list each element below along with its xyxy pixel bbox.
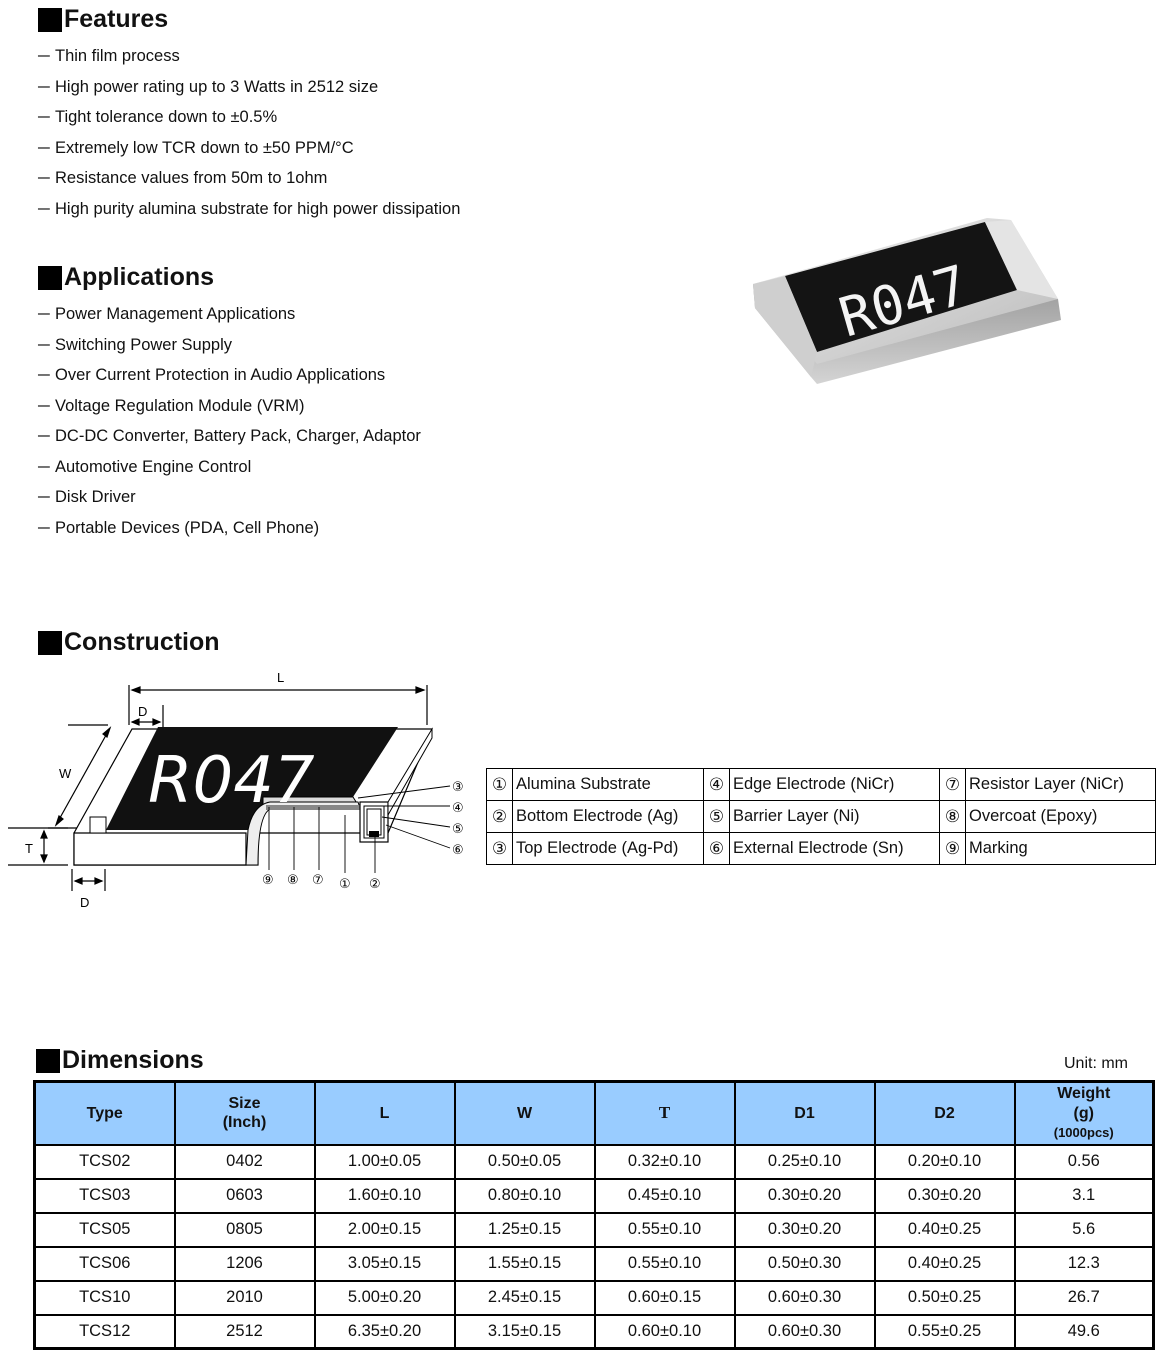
legend-number: ⑥ bbox=[704, 833, 730, 865]
table-cell: 0.45±0.10 bbox=[595, 1179, 735, 1213]
dim-label-D-top: D bbox=[138, 704, 148, 719]
dash-bullet: ─ bbox=[38, 457, 50, 476]
construction-title: Construction bbox=[64, 628, 220, 656]
dim-label-D-bottom: D bbox=[80, 895, 90, 910]
legend-label: Barrier Layer (Ni) bbox=[730, 801, 940, 833]
table-cell: 3.05±0.15 bbox=[315, 1247, 455, 1281]
callout-7: ⑦ bbox=[312, 873, 324, 888]
table-cell: 2512 bbox=[175, 1315, 315, 1349]
feature-item-text: Tight tolerance down to ±0.5% bbox=[55, 108, 278, 126]
header-size: Size (Inch) bbox=[175, 1082, 315, 1145]
header-W: W bbox=[455, 1082, 595, 1145]
table-cell: TCS10 bbox=[35, 1281, 175, 1315]
construction-diagram bbox=[8, 665, 478, 925]
dimensions-heading bbox=[36, 1048, 204, 1073]
legend-label: External Electrode (Sn) bbox=[730, 833, 940, 865]
applications-title: Applications bbox=[64, 263, 215, 291]
unit-label: Unit: mm bbox=[1064, 1055, 1128, 1072]
table-cell: 0.20±0.10 bbox=[875, 1145, 1015, 1179]
table-row bbox=[35, 1281, 1154, 1315]
dim-label-L: L bbox=[277, 670, 285, 685]
feature-item-text: Extremely low TCR down to ±50 PPM/°C bbox=[55, 138, 354, 157]
dash-bullet: ─ bbox=[38, 47, 50, 65]
dash-bullet: ─ bbox=[38, 305, 50, 323]
table-cell: TCS12 bbox=[35, 1315, 175, 1349]
feature-item bbox=[38, 41, 460, 72]
dash-bullet: ─ bbox=[38, 366, 50, 384]
feature-item-text: High power rating up to 3 Watts in 2512 size bbox=[55, 77, 379, 96]
legend-label: Top Electrode (Ag-Pd) bbox=[513, 833, 704, 865]
table-cell: 0.50±0.25 bbox=[875, 1281, 1015, 1315]
square-bullet-icon bbox=[38, 266, 62, 290]
table-cell: 1.55±0.15 bbox=[455, 1247, 595, 1281]
header-D1: D1 bbox=[735, 1082, 875, 1145]
application-item bbox=[38, 330, 421, 361]
feature-item-text: Thin film process bbox=[55, 47, 180, 65]
legend-number: ⑨ bbox=[940, 833, 966, 865]
dash-bullet: ─ bbox=[38, 396, 50, 415]
table-cell: 0.30±0.20 bbox=[875, 1179, 1015, 1213]
application-item bbox=[38, 299, 421, 330]
dimensions-table bbox=[33, 1080, 1155, 1350]
table-cell: TCS03 bbox=[35, 1179, 175, 1213]
callout-1: ① bbox=[339, 877, 351, 892]
features-title: Features bbox=[64, 5, 169, 33]
table-cell: 5.6 bbox=[1015, 1213, 1154, 1247]
table-row bbox=[35, 1247, 1154, 1281]
application-item-text: Voltage Regulation Module (VRM) bbox=[55, 396, 305, 415]
dash-bullet: ─ bbox=[38, 427, 50, 445]
dash-bullet: ─ bbox=[38, 169, 50, 187]
table-cell: 0.60±0.15 bbox=[595, 1281, 735, 1315]
table-row bbox=[35, 1213, 1154, 1247]
application-item bbox=[38, 513, 421, 544]
callout-6: ⑥ bbox=[452, 843, 464, 858]
dim-label-W: W bbox=[59, 766, 72, 781]
legend-label: Alumina Substrate bbox=[513, 769, 704, 801]
legend-label: Overcoat (Epoxy) bbox=[966, 801, 1156, 833]
table-cell: 1.60±0.10 bbox=[315, 1179, 455, 1213]
dimensions-title: Dimensions bbox=[62, 1046, 204, 1074]
table-cell: 0.80±0.10 bbox=[455, 1179, 595, 1213]
table-cell: 2.00±0.15 bbox=[315, 1213, 455, 1247]
construction-heading bbox=[38, 630, 220, 655]
application-item bbox=[38, 391, 421, 422]
dash-bullet: ─ bbox=[38, 199, 50, 218]
table-header-row bbox=[35, 1082, 1154, 1145]
legend-number: ⑦ bbox=[940, 769, 966, 801]
dash-bullet: ─ bbox=[38, 138, 50, 157]
header-L: L bbox=[315, 1082, 455, 1145]
resistor-chip-photo bbox=[745, 212, 1070, 392]
application-item bbox=[38, 421, 421, 452]
feature-item bbox=[38, 194, 460, 225]
features-list bbox=[38, 41, 460, 224]
application-item-text: Disk Driver bbox=[55, 488, 136, 506]
dim-label-T: T bbox=[25, 841, 33, 856]
legend-number: ② bbox=[487, 801, 513, 833]
table-cell: TCS06 bbox=[35, 1247, 175, 1281]
table-cell: 0.60±0.30 bbox=[735, 1315, 875, 1349]
applications-list bbox=[38, 299, 421, 543]
application-item bbox=[38, 482, 421, 513]
features-heading bbox=[38, 7, 168, 32]
application-item-text: Power Management Applications bbox=[55, 305, 296, 323]
callout-3: ③ bbox=[452, 780, 464, 795]
table-cell: 0.30±0.20 bbox=[735, 1179, 875, 1213]
legend-label: Bottom Electrode (Ag) bbox=[513, 801, 704, 833]
header-type: Type bbox=[35, 1082, 175, 1145]
table-cell: 0.25±0.10 bbox=[735, 1145, 875, 1179]
table-cell: 0.55±0.10 bbox=[595, 1247, 735, 1281]
legend-row bbox=[487, 769, 1156, 801]
legend-label: Resistor Layer (NiCr) bbox=[966, 769, 1156, 801]
table-cell: 0.50±0.30 bbox=[735, 1247, 875, 1281]
legend-number: ④ bbox=[704, 769, 730, 801]
table-cell: 1206 bbox=[175, 1247, 315, 1281]
legend-row bbox=[487, 833, 1156, 865]
feature-item bbox=[38, 102, 460, 133]
table-cell: 0.55±0.10 bbox=[595, 1213, 735, 1247]
callout-4: ④ bbox=[452, 801, 464, 816]
table-cell: 0.40±0.25 bbox=[875, 1213, 1015, 1247]
dash-bullet: ─ bbox=[38, 108, 50, 126]
dash-bullet: ─ bbox=[38, 77, 50, 96]
table-cell: 6.35±0.20 bbox=[315, 1315, 455, 1349]
legend-label: Marking bbox=[966, 833, 1156, 865]
table-cell: 2.45±0.15 bbox=[455, 1281, 595, 1315]
table-row bbox=[35, 1315, 1154, 1349]
table-cell: 0805 bbox=[175, 1213, 315, 1247]
table-cell: 12.3 bbox=[1015, 1247, 1154, 1281]
legend-number: ⑧ bbox=[940, 801, 966, 833]
legend-label: Edge Electrode (NiCr) bbox=[730, 769, 940, 801]
legend-number: ① bbox=[487, 769, 513, 801]
table-cell: 3.1 bbox=[1015, 1179, 1154, 1213]
header-T: T bbox=[595, 1082, 735, 1145]
table-cell: 0.60±0.30 bbox=[735, 1281, 875, 1315]
dash-bullet: ─ bbox=[38, 488, 50, 506]
table-cell: 0603 bbox=[175, 1179, 315, 1213]
application-item-text: Switching Power Supply bbox=[55, 335, 233, 354]
feature-item bbox=[38, 133, 460, 164]
dash-bullet: ─ bbox=[38, 335, 50, 354]
table-cell: 2010 bbox=[175, 1281, 315, 1315]
feature-item-text: High purity alumina substrate for high power dissipation bbox=[55, 199, 461, 218]
table-cell: 49.6 bbox=[1015, 1315, 1154, 1349]
legend-row bbox=[487, 801, 1156, 833]
photo-marking-text: R047 bbox=[832, 253, 975, 350]
table-cell: 0.30±0.20 bbox=[735, 1213, 875, 1247]
table-cell: 0.50±0.05 bbox=[455, 1145, 595, 1179]
table-row bbox=[35, 1145, 1154, 1179]
feature-item bbox=[38, 72, 460, 103]
table-cell: 5.00±0.20 bbox=[315, 1281, 455, 1315]
table-cell: 0.32±0.10 bbox=[595, 1145, 735, 1179]
table-cell: TCS05 bbox=[35, 1213, 175, 1247]
table-cell: 1.00±0.05 bbox=[315, 1145, 455, 1179]
table-cell: 0.60±0.10 bbox=[595, 1315, 735, 1349]
legend-number: ⑤ bbox=[704, 801, 730, 833]
header-D2: D2 bbox=[875, 1082, 1015, 1145]
callout-8: ⑧ bbox=[287, 873, 299, 888]
table-cell: 0402 bbox=[175, 1145, 315, 1179]
application-item-text: DC-DC Converter, Battery Pack, Charger, Adaptor bbox=[55, 427, 421, 445]
application-item-text: Automotive Engine Control bbox=[55, 457, 252, 476]
table-row bbox=[35, 1179, 1154, 1213]
table-cell: 1.25±0.15 bbox=[455, 1213, 595, 1247]
application-item-text: Portable Devices (PDA, Cell Phone) bbox=[55, 518, 320, 537]
application-item bbox=[38, 360, 421, 391]
table-cell: 0.55±0.25 bbox=[875, 1315, 1015, 1349]
square-bullet-icon bbox=[38, 631, 62, 655]
table-cell: 0.56 bbox=[1015, 1145, 1154, 1179]
table-cell: 26.7 bbox=[1015, 1281, 1154, 1315]
legend-number: ③ bbox=[487, 833, 513, 865]
table-cell: 0.40±0.25 bbox=[875, 1247, 1015, 1281]
callout-2: ② bbox=[369, 877, 381, 892]
callout-5: ⑤ bbox=[452, 822, 464, 837]
table-cell: TCS02 bbox=[35, 1145, 175, 1179]
square-bullet-icon bbox=[38, 8, 62, 32]
feature-item bbox=[38, 163, 460, 194]
diagram-marking-text: R047 bbox=[148, 744, 315, 818]
square-bullet-icon bbox=[36, 1049, 60, 1073]
dash-bullet: ─ bbox=[38, 518, 50, 537]
feature-item-text: Resistance values from 50m to 1ohm bbox=[55, 169, 328, 187]
callout-9: ⑨ bbox=[262, 873, 274, 888]
application-item bbox=[38, 452, 421, 483]
table-cell: 3.15±0.15 bbox=[455, 1315, 595, 1349]
applications-heading bbox=[38, 265, 214, 290]
construction-legend-table bbox=[486, 768, 1156, 865]
header-weight: Weight (g) (1000pcs) bbox=[1015, 1082, 1154, 1145]
application-item-text: Over Current Protection in Audio Applications bbox=[55, 366, 386, 384]
